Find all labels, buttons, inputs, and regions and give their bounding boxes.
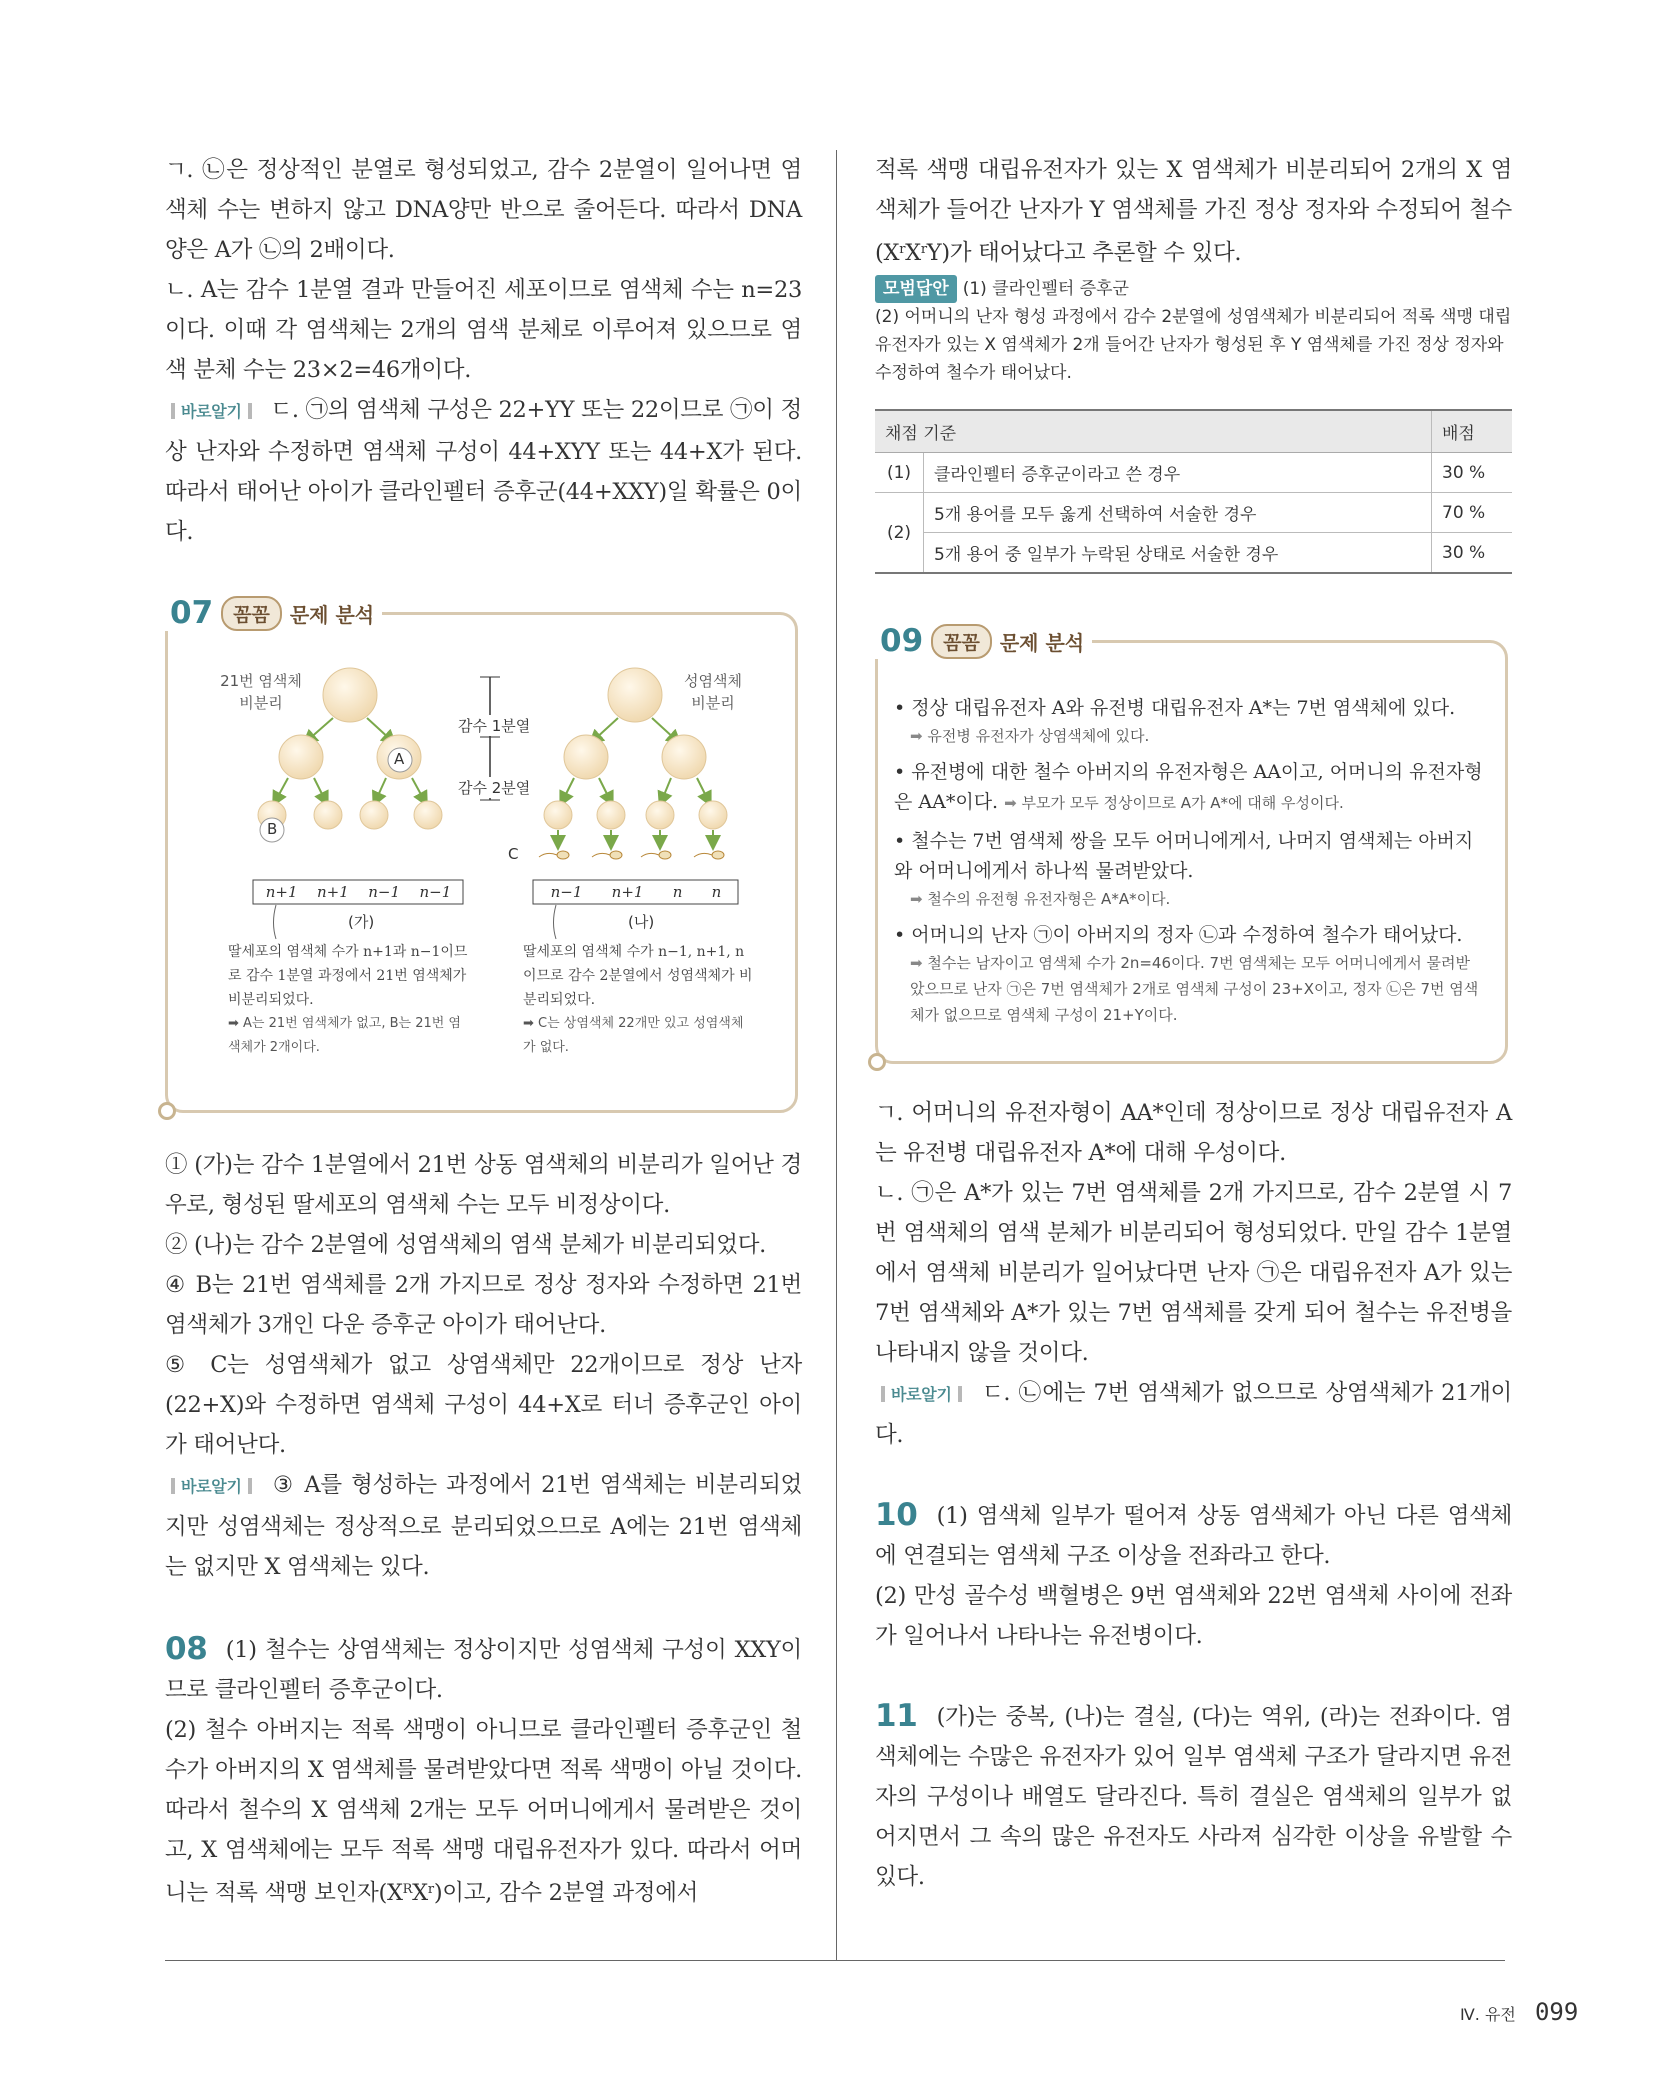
right-daughter-cell xyxy=(597,801,625,829)
left-note xyxy=(228,940,468,1060)
superscript: r xyxy=(427,1882,434,1897)
q11-number: 11 xyxy=(875,1698,918,1734)
q08-part1 xyxy=(165,1629,802,1710)
q07-pill: 꼼꼼 xyxy=(221,596,282,631)
q10-part1-text: (1) 염색체 일부가 떨어져 상동 염색체가 아닌 다른 염색체에 연결되는 염색체 구조 이상을 전좌라고 한다. xyxy=(875,1503,1513,1569)
wrong-answer-tag: 바로알기 xyxy=(875,1375,968,1415)
bullet-sub-text: 철수의 유전형 유전자형은 A*A*이다. xyxy=(927,890,1171,908)
q10-part2: (2) 만성 골수성 백혈병은 9번 염색체와 22번 염색체 사이에 전좌가 일어나서 나타나는 유전병이다. xyxy=(875,1583,1512,1649)
arrow-icon xyxy=(276,778,288,800)
q09-header xyxy=(872,623,1092,659)
arrow-right-icon: ➡ xyxy=(1004,794,1017,812)
count: n−1 xyxy=(419,883,452,901)
arrow-icon xyxy=(376,778,386,800)
q08-cont-text: 적록 색맹 대립유전자가 있는 X 염색체가 비분리되어 2개의 X 염색체가 들어간 난자가 Y 염색체를 가진 정상 정자와 수정되어 철수(X xyxy=(875,157,1512,266)
right-daughter-cell xyxy=(699,801,727,829)
x-symbol: X xyxy=(905,240,921,266)
q09-analysis-box xyxy=(875,623,1508,1064)
x-symbol: X xyxy=(412,1880,428,1906)
q09-item-1: ㄱ. 어머니의 유전자형이 AA*인데 정상이므로 정상 대립유전자 A는 유전병 대립유전자 A*에 대해 우성이다. xyxy=(875,1100,1512,1166)
superscript: r xyxy=(920,242,927,257)
bullet-text: 유전병에 대한 철수 아버지의 유전자형은 AA이고, 어머니의 유전자형은 AA*이다. xyxy=(894,761,1483,813)
bullet: • 정상 대립유전자 A와 유전병 대립유전자 A*는 7번 염색체에 있다. xyxy=(894,697,1456,719)
bullet-sub xyxy=(910,723,1484,749)
left-daughter-cell xyxy=(314,801,342,829)
q08-part1-text: (1) 철수는 상염색체는 정상이지만 성염색체 구성이 XXY이므로 클라인펠터 증후군이다. xyxy=(165,1637,802,1703)
page-footer xyxy=(1460,1998,1578,2026)
arrow-icon xyxy=(314,778,325,800)
cell-b-label: B xyxy=(267,820,278,838)
q09-wrong xyxy=(875,1373,1512,1455)
q09-number: 09 xyxy=(880,623,924,659)
q09-bullets xyxy=(894,693,1484,1036)
q09-pill: 꼼꼼 xyxy=(931,624,992,659)
q10-number: 10 xyxy=(875,1497,918,1533)
count: n+1 xyxy=(611,883,644,901)
label-na: (나) xyxy=(628,913,655,931)
q08-number: 08 xyxy=(165,1631,208,1667)
row-no: (1) xyxy=(875,453,924,493)
cell-a-label: A xyxy=(394,750,405,768)
model-answer-tag: 모범답안 xyxy=(875,275,957,303)
bullet-sub-text: 철수는 남자이고 염색체 수가 2n=46이다. 7번 염색체는 모두 어머니에게서 물려받았으므로 난자 ㉠은 7번 염색체가 2개로 염색체 구성이 23+X이고, 정자 ㉡은 7번 염색체가 없으므로 염색체 구성이 21+Y이다. xyxy=(910,954,1479,1024)
q06-item-1: ㄱ. ㉡은 정상적인 분열로 형성되었고, 감수 2분열이 일어나면 염색체 수는 변하지 않고 DNA양만 반으로 줄어든다. 따라서 DNA양은 A가 ㉡의 2배이다. xyxy=(165,157,802,263)
meiosis1-label: 감수 1분열 xyxy=(458,717,531,735)
q07-analysis-box xyxy=(165,595,798,1113)
box-ring-icon xyxy=(868,1053,886,1071)
row-no: (2) xyxy=(875,493,924,574)
table-row xyxy=(875,533,1512,574)
grading-header-score: 배점 xyxy=(1432,410,1513,453)
q06-wrong xyxy=(165,390,802,552)
bullet-text: 철수는 7번 염색체 쌍을 모두 어머니에게서, 나머지 염색체는 아버지와 어머니에게서 하나씩 물려받았다. xyxy=(894,830,1474,882)
q07-wrong-text: ③ A를 형성하는 과정에서 21번 염색체는 비분리되었지만 성염색체는 정상적으로 분리되었으므로 A에는 21번 염색체는 없지만 X 염색체는 있다. xyxy=(165,1472,802,1580)
q10-part1 xyxy=(875,1495,1512,1576)
arrow-icon xyxy=(563,778,574,800)
left-note-conclusion: ➡ A는 21번 염색체가 없고, B는 21번 염색체가 2개이다. xyxy=(228,1016,461,1055)
bullet-sub-text: 부모가 모두 정상이므로 A가 A*에 대해 우성이다. xyxy=(1021,794,1344,812)
q09-item-2: ㄴ. ㉠은 A*가 있는 7번 염색체를 2개 가지므로, 감수 2분열 시 7번 염색체의 염색 분체가 비분리되어 형성되었다. 만일 감수 1분열에서 염색체 비분리가 일어났다면 난자 ㉠은 대립유전자 A가 있는 7번 염색체와 A*가 있는 7번 염색체를 갖게 되어 철수는 유전병을 나타내지 않을 것이다. xyxy=(875,1180,1512,1366)
grading-table xyxy=(875,409,1512,574)
row-text: 5개 용어 중 일부가 누락된 상태로 서술한 경우 xyxy=(924,533,1432,574)
q07-wrong xyxy=(165,1465,802,1587)
left-counts xyxy=(256,883,461,901)
left-cell-b-parent xyxy=(279,735,323,779)
count: n xyxy=(711,883,722,901)
left-daughter-cell xyxy=(414,801,442,829)
q08-continuation xyxy=(875,150,1512,273)
cell-c-label: C xyxy=(508,845,519,863)
arrow-right-icon: ➡ xyxy=(910,727,923,745)
right-column-lower xyxy=(875,1093,1512,1897)
right-column xyxy=(875,150,1512,574)
left-daughter-cell xyxy=(360,801,388,829)
right-mid-cell xyxy=(564,735,608,779)
right-nondisjunction-label: 성염색체 비분리 xyxy=(684,672,742,712)
model-answer-1: (1) 클라인펠터 증후군 xyxy=(962,279,1129,299)
bullet-text: 정상 대립유전자 A와 유전병 대립유전자 A*는 7번 염색체에 있다. xyxy=(911,697,1456,719)
arrow-icon xyxy=(308,718,333,740)
grading-header-criteria: 채점 기준 xyxy=(875,410,1432,453)
bullet: • 철수는 7번 염색체 쌍을 모두 어머니에게서, 나머지 염색체는 아버지와 어머니에게서 하나씩 물려받았다. xyxy=(894,830,1474,882)
arrow-right-icon: ➡ xyxy=(910,954,923,972)
footer-rule xyxy=(165,1960,1505,1961)
q08-cont-text-2: Y)가 태어났다고 추론할 수 있다. xyxy=(926,240,1242,266)
right-daughter-cell xyxy=(646,801,674,829)
meiosis2-label: 감수 2분열 xyxy=(458,779,531,797)
model-answer xyxy=(875,275,1512,387)
q08-part3-text: )이고, 감수 2분열 과정에서 xyxy=(433,1880,699,1906)
row-score: 70 % xyxy=(1432,493,1513,533)
right-note-text: 딸세포의 염색체 수가 n−1, n+1, n이므로 감수 2분열에서 성염색체가 비분리되었다. xyxy=(523,944,753,1008)
superscript: r xyxy=(899,242,906,257)
q08-part2-text: (2) 철수 아버지는 적록 색맹이 아니므로 클라인펠터 증후군인 철수가 아버지의 X 염색체를 물려받았다면 적록 색맹이 아닐 것이다. 따라서 철수의 X 염색체 2개는 모두 어머니에게서 물려받은 것이고, X 염색체에는 모두 적록 색맹 대립유전자가 있다. 따라서 어머니는 적록 색맹 보인자(X xyxy=(165,1717,802,1906)
table-row xyxy=(875,493,1512,533)
row-score: 30 % xyxy=(1432,453,1513,493)
row-score: 30 % xyxy=(1432,533,1513,574)
column-divider xyxy=(836,150,837,1960)
right-parent-cell xyxy=(608,668,662,722)
bullet-sub-text: 유전병 유전자가 상염색체에 있다. xyxy=(927,727,1150,745)
arrow-icon xyxy=(594,718,618,740)
right-daughter-cell xyxy=(544,801,572,829)
count: n+1 xyxy=(316,883,349,901)
bullet: • 어머니의 난자 ㉠이 아버지의 정자 ㉡과 수정하여 철수가 태어났다. xyxy=(894,924,1463,946)
page-number: 099 xyxy=(1534,1998,1579,2026)
q07-item-1: ① (가)는 감수 1분열에서 21번 상동 염색체의 비분리가 일어난 경우로, 형성된 딸세포의 염색체 수는 모두 비정상이다. xyxy=(165,1152,802,1218)
right-counts xyxy=(536,883,736,901)
q06-item-2: ㄴ. A는 감수 1분열 결과 만들어진 세포이므로 염색체 수는 n=23이다. 이때 각 염색체는 2개의 염색 분체로 이루어져 있으므로 염색 분체 수는 23×2=46개이다. xyxy=(165,277,802,383)
section-label: Ⅳ. 유전 xyxy=(1460,2005,1516,2024)
q07-number: 07 xyxy=(170,595,214,631)
arrow-icon xyxy=(697,778,708,800)
q07-item-5: ⑤ C는 성염색체가 없고 상염색체만 22개이므로 정상 난자(22+X)와 수정하면 염색체 구성이 44+X로 터너 증후군인 아이가 태어난다. xyxy=(165,1352,802,1458)
q06-wrong-text: ㄷ. ㉠의 염색체 구성은 22+YY 또는 22이므로 ㉠이 정상 난자와 수정하면 염색체 구성이 44+XYY 또는 44+X가 된다. 따라서 태어난 아이가 클라인펠터 증후군(44+XXY)일 확률은 0이다. xyxy=(165,397,802,545)
wrong-answer-tag: 바로알기 xyxy=(165,1467,258,1507)
arrow-icon xyxy=(652,718,676,740)
right-note xyxy=(523,940,753,1060)
q08-part2 xyxy=(165,1710,802,1913)
count: n xyxy=(672,883,683,901)
left-column xyxy=(165,150,802,552)
wrong-answer-tag: 바로알기 xyxy=(165,392,258,432)
q07-title: 문제 분석 xyxy=(289,602,375,627)
arrow-icon xyxy=(367,718,391,740)
row-text: 5개 용어를 모두 옳게 선택하여 서술한 경우 xyxy=(924,493,1432,533)
q07-item-4: ④ B는 21번 염색체를 2개 가지므로 정상 정자와 수정하면 21번 염색체가 3개인 다운 증후군 아이가 태어난다. xyxy=(165,1272,802,1338)
q11 xyxy=(875,1696,1512,1897)
arrow-icon xyxy=(599,778,610,800)
bullet-sub xyxy=(910,950,1484,1028)
table-row xyxy=(875,453,1512,493)
left-note-text: 딸세포의 염색체 수가 n+1과 n−1이므로 감수 1분열 과정에서 21번 염색체가 비분리되었다. xyxy=(228,944,468,1008)
arrow-icon xyxy=(662,778,671,800)
q11-text: (가)는 중복, (나)는 결실, (다)는 역위, (라)는 전좌이다. 염색체에는 수많은 유전자가 있어 일부 염색체 구조가 달라지면 유전자의 구성이나 배열도 달라진다. 특히 결실은 염색체의 일부가 없어지면서 그 속의 많은 유전자도 사라져 심각한 이상을 유발할 수 있다. xyxy=(875,1704,1512,1890)
bullet-sub xyxy=(910,886,1484,912)
left-parent-cell xyxy=(323,668,377,722)
left-nondisjunction-label: 21번 염색체 비분리 xyxy=(220,672,302,712)
count: n+1 xyxy=(265,883,298,901)
model-answer-2: (2) 어머니의 난자 형성 과정에서 감수 2분열에 성염색체가 비분리되어 적록 색맹 대립유전자가 있는 X 염색체가 2개 들어간 난자가 형성된 후 Y 염색체를 가진 정상 정자와 수정하여 철수가 태어났다. xyxy=(875,307,1512,383)
left-column-lower xyxy=(165,1145,802,1913)
right-note-conclusion: ➡ C는 상염색체 22개만 있고 성염색체가 없다. xyxy=(523,1016,744,1055)
q09-title: 문제 분석 xyxy=(999,630,1085,655)
bullet-text: 어머니의 난자 ㉠이 아버지의 정자 ㉡과 수정하여 철수가 태어났다. xyxy=(911,924,1463,946)
right-arrow-icon xyxy=(554,905,557,939)
count: n−1 xyxy=(368,883,401,901)
left-arrow-icon xyxy=(274,905,277,939)
arrow-icon xyxy=(412,778,424,800)
count: n−1 xyxy=(550,883,583,901)
arrow-right-icon: ➡ xyxy=(910,890,923,908)
bullet: • 유전병에 대한 철수 아버지의 유전자형은 AA이고, 어머니의 유전자형은 AA*이다. ➡ 부모가 모두 정상이므로 A가 A*에 대해 우성이다. xyxy=(894,761,1483,813)
label-ga: (가) xyxy=(348,913,375,931)
superscript: R xyxy=(402,1882,413,1897)
q09-wrong-text: ㄷ. ㉡에는 7번 염색체가 없으므로 상염색체가 21개이다. xyxy=(875,1380,1512,1448)
sperm-icon xyxy=(539,830,724,859)
q07-item-2: ② (나)는 감수 2분열에 성염색체의 염색 분체가 비분리되었다. xyxy=(165,1232,766,1258)
right-mid-cell xyxy=(662,735,706,779)
row-text: 클라인펠터 증후군이라고 쓴 경우 xyxy=(924,453,1432,493)
